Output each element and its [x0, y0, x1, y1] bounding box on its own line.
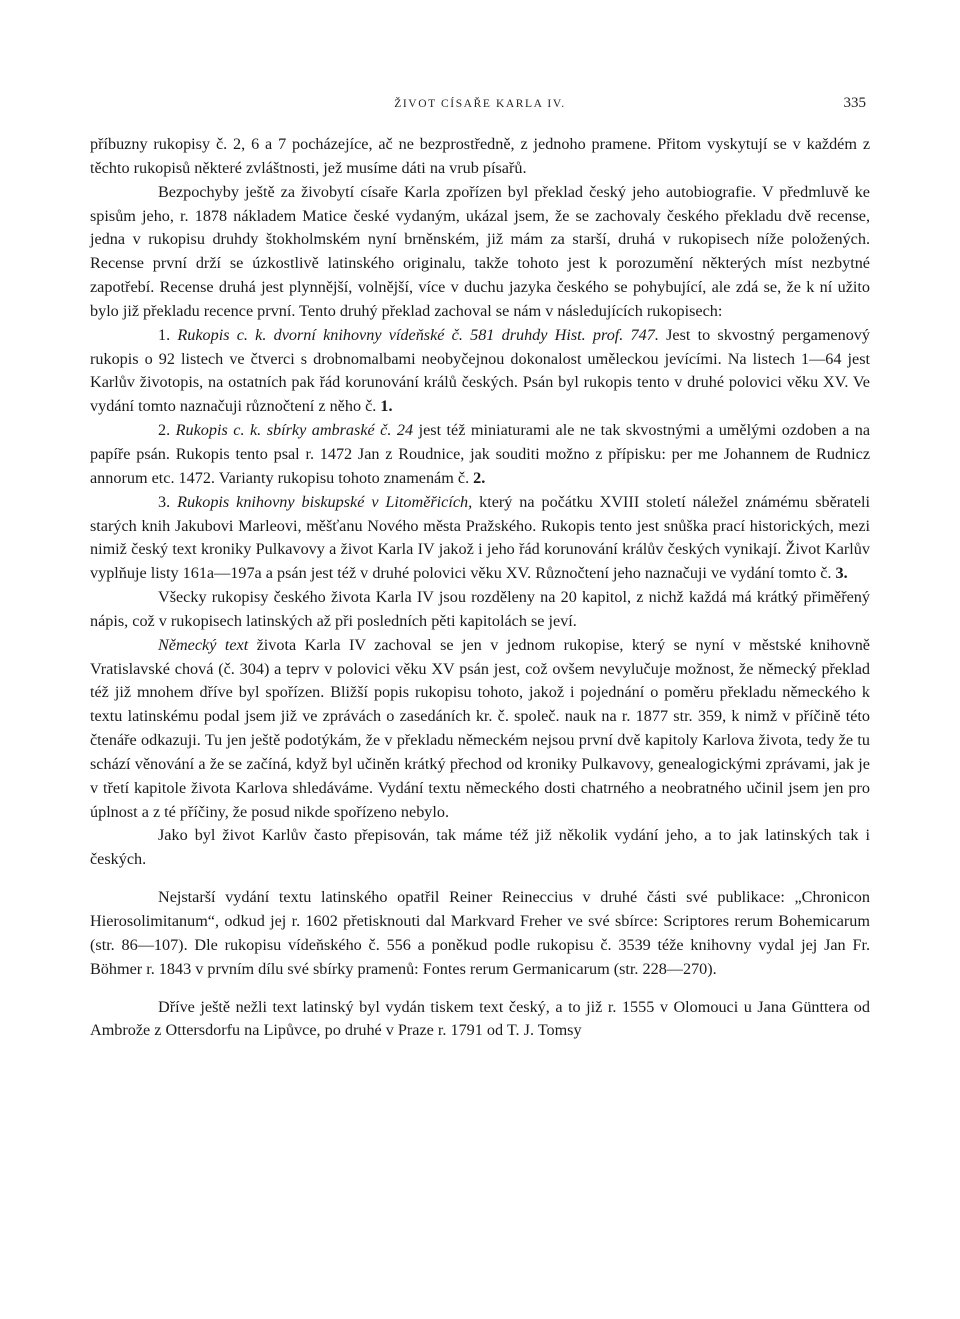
variant-mark: 1.: [380, 397, 393, 416]
paragraph-text: Jest to skvostný pergamenový rukopis o 92 listech ve čtverci s drobnomalbami neobyčejnou dokonalost uměleckou jevícími. Na listech 1—64 jest Karlův životopis, na ostatních pak řád korunování králů českých. Psán byl rukopis tento v druhé polovici věku XV. Ve vydání tomto naznačuji různočtení z něho č.: [90, 325, 870, 416]
running-title: ŽIVOT CÍSAŘE KARLA IV.: [394, 98, 566, 110]
manuscript-item-3: [90, 491, 870, 586]
paragraph-chapters: [90, 586, 870, 634]
variant-mark: 3.: [835, 564, 848, 583]
paragraph-continuation: [90, 133, 870, 181]
paragraph-text: Jako byl život Karlův často přepisován, tak máme též již několik vydání jeho, a to jak latinských tak i českých.: [90, 826, 870, 869]
manuscript-title: Rukopis knihovny biskupské v Litoměřicích,: [177, 492, 473, 511]
paragraph-text: Bezpochyby ještě za živobytí císaře Karla zpořízen byl překlad český jeho autobiografie. V předmluvě ke spisům jeho, r. 1878 nákladem Matice české vydaným, ukázal jsem, že se zachovaly českého překladu dvě recense, jedna v rukopisu druhdy štokholmském nyní brněnském, již mám za starší, druhá v rukopisech níže položených. Recense první drží se úzkostlivě latinského originalu, takže tohoto jest k porozumění některých míst nezbytné zapotřebí. Recense druhá jest plynnější, volnější, více v duchu jazyka českého se pohybující, ale zdá se, že k ní užito bylo již překladu recence první. Tento druhý překlad zachoval se nám v následujících rukopisech:: [90, 182, 870, 320]
paragraph-text: příbuzny rukopisy č. 2, 6 a 7 pocházejíce, ač ne bezprostředně, z jednoho pramene. Přitom vyskytují se v každém z těchto rukopisů některé zvláštnosti, jež musíme dáti na vrub písařů.: [90, 135, 870, 177]
paragraph-text: jest též miniaturami ale ne tak skvostnými a umělými ozdoben a na papíře psán. Rukopis tento psal r. 1472 Jan z Roudnice, jak souditi možno z přípisku: per me Johannem de Rudnicz annorum etc. 1472. Varianty rukopisu tohoto znamenám č.: [90, 421, 871, 487]
paragraph-latin-editions: [90, 886, 870, 981]
manuscript-title: Rukopis c. k. sbírky ambraské č. 24: [175, 421, 414, 440]
manuscript-item-2: [90, 419, 870, 491]
page-number: 335: [843, 95, 866, 111]
paragraph-czech-editions: [90, 996, 870, 1044]
paragraph-text: Všecky rukopisy českého života Karla IV jsou rozděleny na 20 kapitol, z nichž každá má krátký přiměřený nápis, což v rukopisech latinských až při posledních pěti kapitolách se jeví.: [90, 588, 870, 630]
paragraph-text: Nejstarší vydání textu latinského opatřil Reiner Reineccius v druhé části své publikace: „Chronicon Hierosolimitanum“, odkud jej r. 1602 přetisknouti dal Markvard Freher ve své sbírce: Scriptores rerum Bohemicarum (str. 86—107). Dle rukopisu vídeňského č. 556 a poněkud podle rukopisu č. 3539 téže knihovny vydal jej Jan Fr. Böhmer r. 1843 v prvním dílu své sbírky pramenů: Fontes rerum Germanicarum (str. 228—270).: [90, 888, 870, 978]
manuscript-title: Rukopis c. k. dvorní knihovny vídeňské č. 581 druhdy Hist. prof. 747.: [177, 325, 659, 344]
paragraph-text: který na počátku XVIII století náležel známému sběrateli starých knih Jakubovi Marleovi, měšťanu Nového města Pražského. Rukopis tento jest snůška prací historických, mezi nimiž český text kroniky Pulkavovy a život Karla IV jakož i jeho řád korunování králův českých vynikají. Život Karlův vyplňuje listy 161a—197a a psán jest též v druhé polovici věku XV. Různočtení jeho naznačuji ve vydání tomto č.: [90, 492, 871, 583]
item-number: 3.: [158, 492, 171, 511]
paragraph-editions-intro: [90, 824, 870, 872]
paragraph-german-text: [90, 634, 870, 825]
body-text: [90, 133, 870, 1043]
item-number: 2.: [158, 421, 171, 440]
paragraph-text: života Karla IV zachoval se jen v jednom rukopise, který se nyní v městské knihovně Vratislavské chová (č. 304) a teprv v polovici věku XV psán jest, což ovšem nevylučuje možnost, že německý překlad též již mnohem dříve byl spořízen. Bližší popis rukopisu tohoto, jakož i pojednání o poměru překladu německého k textu latinskému podal jsem již ve zprávách o zasedáních kr. č. společ. nauk na r. 1877 str. 359, k nimž v příčině této čtenáře odkazuji. Tu jen ještě podotýkám, že v překladu německém nejsou první dvě kapitoly Karlova života, tedy že tu schází věnování a že se začíná, když byl učiněn krátký přechod od kroniky Pulkavovy, genealogickými zprávami, jak je v třetí kapitole života Karlova shledáváme. Vydání textu německého dosti chatrného a neobratného učinil jsem jen pro úplnost a z té příčiny, že posud nikde spořízeno nebylo.: [90, 635, 870, 821]
item-number: 1.: [158, 325, 171, 344]
manuscript-item-1: [90, 324, 870, 419]
page-header: [90, 93, 870, 113]
german-text-label: Německý text: [158, 635, 249, 654]
variant-mark: 2.: [473, 468, 486, 487]
paragraph-czech-translation: [90, 181, 870, 324]
paragraph-text: Dříve ještě nežli text latinský byl vydán tiskem text český, a to již r. 1555 v Olomouci u Jana Günttera od Ambrože z Ottersdorfu na Lipůvce, po druhé v Praze r. 1791 od T. J. Tomsy: [90, 997, 870, 1040]
